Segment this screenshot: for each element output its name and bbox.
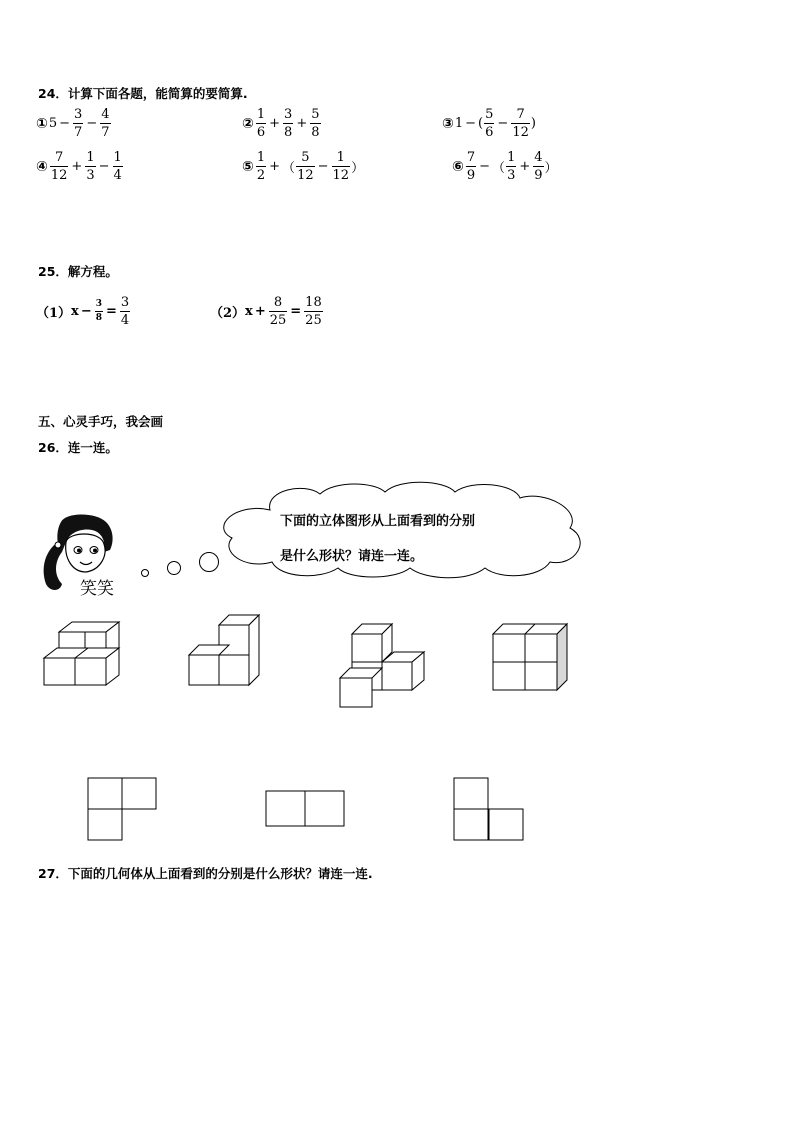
bubble-text-line-1: 下面的立体图形从上面看到的分别 [280, 514, 476, 529]
solid-figure-3 [336, 622, 431, 710]
thought-dots [138, 548, 223, 583]
q26-title: 26．连一连。 [38, 440, 118, 455]
q25-equation-1: （1） x − $\frac{3}{8}$ = $\frac{3}{4}$ [36, 295, 130, 328]
bubble-text-line-2: 是什么形状？请连一连。 [280, 549, 424, 564]
top-view-shape-3 [452, 776, 526, 842]
q24-expr-4: ④ $\frac{7}{12}$ + $\frac{1}{3}$ − $\frac{1}{4}$ [36, 150, 122, 183]
q24-title: 24．计算下面各题，能简算的要简算. [38, 86, 248, 101]
solid-figure-1 [40, 628, 130, 690]
q24-expr-3: ③ 1 − ( $\frac{5}{6}$ − $\frac{7}{12}$ ) [442, 107, 536, 140]
q24-expr-1: ① 5 − $\frac{3}{7}$ − $\frac{4}{7}$ [36, 107, 110, 140]
q24-expr-5: ⑤ $\frac{1}{2}$ + （ $\frac{5}{12}$ − $\frac{1}{12}$ ） [242, 150, 365, 183]
q27-title: 27．下面的几何体从上面看到的分别是什么形状？请连一连. [38, 866, 373, 881]
top-view-shape-1 [86, 776, 158, 842]
thought-bubble [210, 482, 590, 582]
q25-title: 25．解方程。 [38, 264, 118, 279]
character-name: 笑笑 [80, 579, 114, 599]
section-5-title: 五、心灵手巧，我会画 [38, 414, 164, 429]
q25-equation-2: （2） x + $\frac{8}{25}$ = $\frac{18}{25}$ [210, 295, 322, 328]
q24-expr-2: ② $\frac{1}{6}$ + $\frac{3}{8}$ + $\frac{5}{8}$ [242, 107, 320, 140]
q24-expr-6: ⑥ $\frac{7}{9}$ − （ $\frac{1}{3}$ + $\frac{4}{9}$ ） [452, 150, 558, 183]
solid-figure-2 [186, 612, 266, 688]
solid-figure-4 [490, 622, 570, 694]
top-view-shape-2 [264, 789, 346, 829]
